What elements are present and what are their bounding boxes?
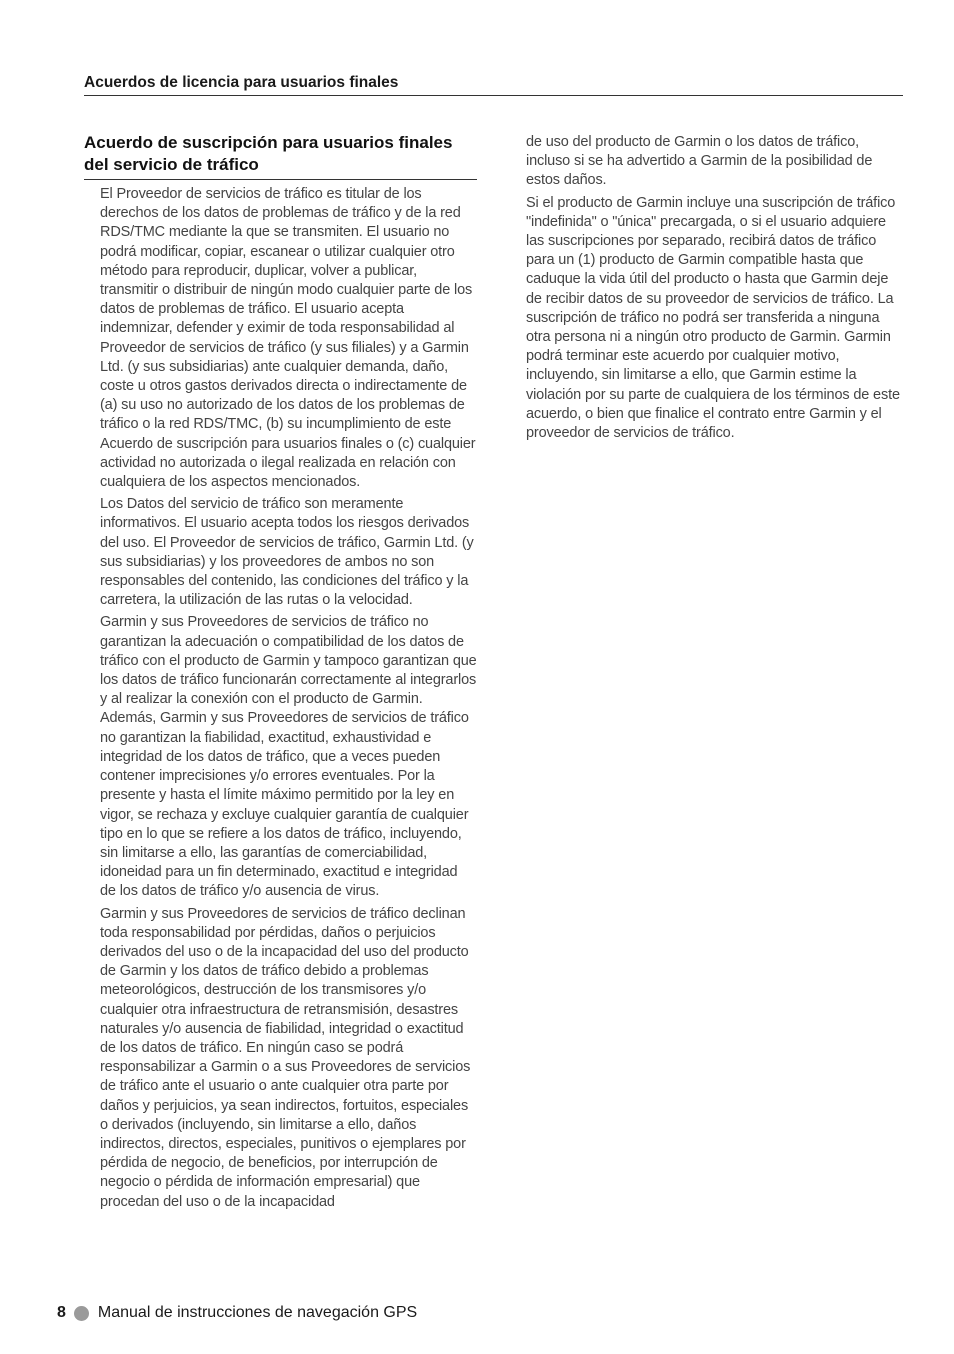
running-header: Acuerdos de licencia para usuarios finales: [84, 74, 903, 96]
paragraph: Si el producto de Garmin incluye una suscripción de tráfico "indefinida" o "única" precargada, o si el usuario adquiere las suscripciones por separado, recibirá datos de tráfico para un (1) producto de Garmin compatible hasta que caduque la vida útil del producto o hasta que Garmin deje de recibir datos de su proveedor de servicios de tráfico. La suscripción de tráfico no podrá ser transferida a ninguna otra persona ni a ningún otro producto de Garmin. Garmin podrá terminar este acuerdo por cualquier motivo, incluyendo, sin limitarse a ello, que Garmin estime la violación por su parte de cualquiera de los términos de este acuerdo, o bien que finalice el contrato entre Garmin y el proveedor de servicios de tráfico.: [526, 194, 900, 442]
footer-title: Manual de instrucciones de navegación GPS: [97, 1304, 418, 1321]
page-number: 8: [57, 1304, 66, 1321]
page-footer: [57, 1302, 417, 1324]
section-title: Acuerdo de suscripción para usuarios finales del servicio de tráfico: [84, 132, 477, 180]
paragraph: El Proveedor de servicios de tráfico es titular de los derechos de los datos de problemas de tráfico y de la red RDS/TMC mediante la que se transmiten. El usuario no podrá modificar, copiar, escanear o utilizar cualquier otro método para reproducir, duplicar, volver a publicar, transmitir o distribuir de ningún modo cualquier parte de los datos de problemas de tráfico. El usuario acepta indemnizar, defender y eximir de toda responsabilidad al Proveedor de servicios de tráfico (y sus filiales) y a Garmin Ltd. (y sus subsidiarias) ante cualquier demanda, daño, coste u otros gastos derivados directa o indirectamente de (a) su uso no autorizado de los datos de los problemas de tráfico o la red RDS/TMC, (b) su incumplimiento de este Acuerdo de suscripción para usuarios finales o (c) cualquier actividad no autorizada o ilegal realizada en relación con cualquiera de los aspectos mencionados.: [100, 186, 476, 491]
paragraph: Garmin y sus Proveedores de servicios de tráfico declinan toda responsabilidad por pérdidas, daños o perjuicios derivados del uso o de la incapacidad del uso del producto de Garmin y los datos de tráfico debido a problemas meteorológicos, destrucción de los transmisores y/o cualquier otra infraestructura de retransmisión, desastres naturales y/o ausencia de fiabilidad, integridad o exactitud de los datos de tráfico. En ningún caso se podrá responsabilizar a Garmin o a sus Proveedores de servicios de tráfico ante el usuario o ante cualquier otra parte por daños y perjuicios, ya sean indirectos, fortuitos, especiales o derivados (incluyendo, sin limitarse a ello, daños indirectos, directos, especiales, punitivos o ejemplares por pérdida de negocio, de beneficios, por interrupción de negocio o pérdida de información empresarial) que procedan del uso o de la incapacidad: [100, 905, 471, 1210]
circle-bullet-icon: [74, 1306, 89, 1321]
right-column: [526, 133, 904, 446]
paragraph: de uso del producto de Garmin o los datos de tráfico, incluso si se ha advertido a Garmin de la posibilidad de estos daños.: [526, 134, 873, 189]
left-body: [84, 185, 477, 1212]
paragraph: Garmin y sus Proveedores de servicios de tráfico no garantizan la adecuación o compatibilidad de los datos de tráfico con el producto de Garmin y tampoco garantizan que los datos de tráfico funcionarán correctamente al integrarlos y al realizar la conexión con el producto de Garmin. Además, Garmin y sus Proveedores de servicios de tráfico no garantizan la fiabilidad, exactitud, exhaustividad e integridad de los datos de tráfico, que a veces pueden contener imprecisiones y/o errores eventuales. Por la presente y hasta el límite máximo permitido por la ley en vigor, se rechaza y excluye cualquier garantía de cualquier tipo en lo que se refiere a los datos de tráfico, incluyendo, sin limitarse a ello, las garantías de comerciabilidad, idoneidad para un fin determinado, exactitud e integridad de los datos de tráfico y/o ausencia de virus.: [100, 614, 477, 900]
paragraph: Los Datos del servicio de tráfico son meramente informativos. El usuario acepta todos los riesgos derivados del uso. El Proveedor de servicios de tráfico, Garmin Ltd. (y sus subsidiarias) y los proveedores de ambos no son responsables del contenido, las condiciones del tráfico y la carretera, la utilización de las rutas o la velocidad.: [100, 496, 474, 609]
left-column: [84, 132, 477, 1215]
